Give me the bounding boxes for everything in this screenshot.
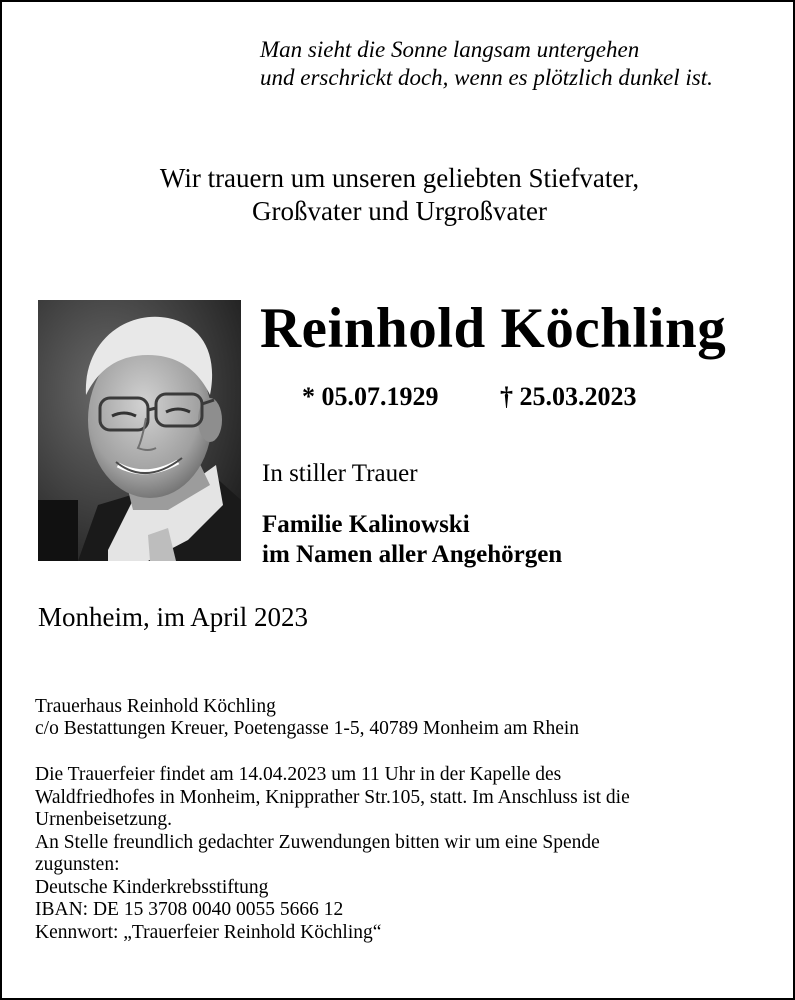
quote (260, 36, 780, 92)
notice-line: zugunsten: (35, 854, 120, 875)
notice-line: An Stelle freundlich gedachter Zuwendungen bitten wir um eine Spende (35, 831, 600, 853)
deceased-name: Reinhold Köchling (260, 297, 727, 360)
mourning-address (35, 696, 579, 740)
death-date: † 25.03.2023 (500, 382, 637, 411)
intro-line: Großvater und Urgroßvater (252, 196, 547, 226)
funeral-notice (35, 764, 775, 944)
family-signature (262, 510, 562, 570)
notice-line: Die Trauerfeier findet am 14.04.2023 um 11 Uhr in der Kapelle des (35, 764, 562, 785)
notice-line: Kennwort: „Trauerfeier Reinhold Köchling“ (35, 921, 382, 943)
address-line: Trauerhaus Reinhold Köchling (35, 696, 276, 717)
notice-line: Deutsche Kinderkrebsstiftung (35, 876, 269, 898)
place-date: Monheim, im April 2023 (38, 602, 308, 632)
intro-text (2, 162, 795, 228)
sorrow-line: In stiller Trauer (262, 460, 418, 487)
family-line: Familie Kalinowski (262, 511, 470, 538)
intro-line: Wir trauern um unseren geliebten Stiefvater, (159, 163, 640, 193)
address-line: c/o Bestattungen Kreuer, Poetengasse 1-5, 40789 Monheim am Rhein (35, 718, 580, 739)
quote-line: Man sieht die Sonne langsam untergehen (260, 37, 640, 62)
portrait-illustration (38, 300, 241, 561)
portrait-photo (38, 300, 241, 561)
quote-line: und erschrickt doch, wenn es plötzlich dunkel ist. (260, 65, 713, 90)
notice-line: IBAN: DE 15 3708 0040 0055 5666 12 (35, 899, 344, 920)
notice-line: Urnenbeisetzung. (35, 809, 172, 830)
birth-date: * 05.07.1929 (302, 382, 439, 411)
family-line: im Namen aller Angehörgen (262, 541, 563, 568)
notice-line: Waldfriedhofes in Monheim, Knipprather Str.105, statt. Im Anschluss ist die (35, 786, 630, 808)
